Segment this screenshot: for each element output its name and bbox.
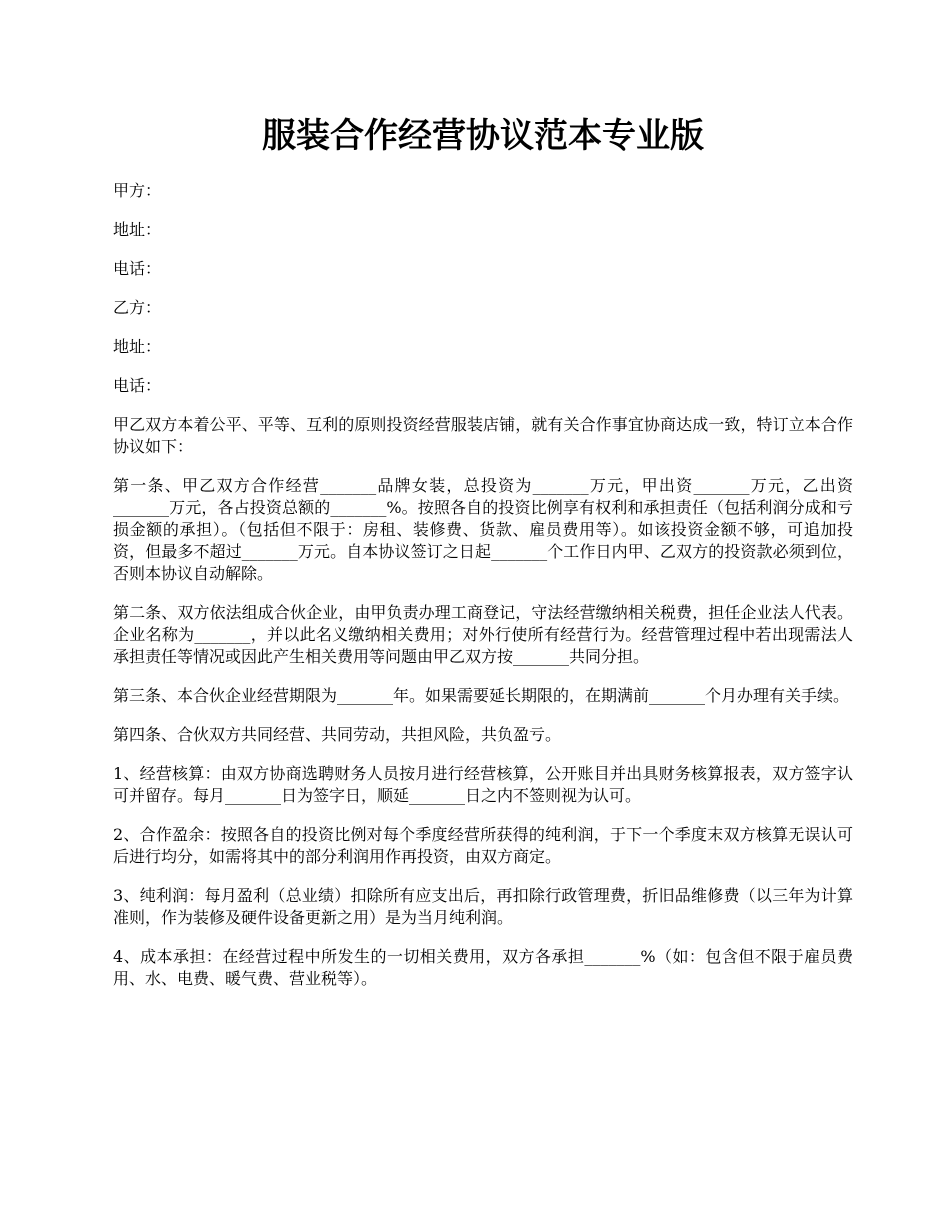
article-1-paragraph: 第一条、甲乙双方合作经营_______品牌女装，总投资为_______万元，甲出资_______万元，乙出资_______万元，各占投资总额的_______%。按照各自的投资比例享有权利和承担责任（包括利润分成和亏损金额的承担）。（包括但不限于：房租、装修费、货款、雇员费用等）。如该投资金额不够，可追加投资，但最多不超过_______万元。自本协议签订之日起_______个工作日内甲、乙双方的投资款必须到位，否则本协议自动解除。 <box>113 476 853 583</box>
clause-2-surplus: 2、合作盈余：按照各自的投资比例对每个季度经营所获得的纯利润，于下一个季度末双方核算无误认可后进行均分，如需将其中的部分利润用作再投资，由双方商定。 <box>113 825 853 866</box>
clause-1-accounting: 1、经营核算：由双方协商选聘财务人员按月进行经营核算，公开账目并出具财务核算报表，双方签字认可并留存。每月_______日为签字日，顺延_______日之内不签则视为认可。 <box>113 764 853 805</box>
clause-4-cost-sharing: 4、成本承担：在经营过程中所发生的一切相关费用，双方各承担_______%（如：包含但不限于雇员费用、水、电费、暖气费、营业税等）。 <box>113 947 853 988</box>
party-a-label: 甲方： <box>113 181 162 200</box>
document-page <box>113 112 853 1007</box>
party-b-label: 乙方： <box>113 298 162 317</box>
agreement-body <box>113 414 853 990</box>
article-4-paragraph: 第四条、合伙双方共同经营、共同劳动，共担风险，共负盈亏。 <box>113 725 562 744</box>
article-3-paragraph: 第三条、本合伙企业经营期限为_______年。如果需要延长期限的，在期满前_______个月办理有关手续。 <box>113 686 850 705</box>
document-title: 服装合作经营协议范本专业版 <box>262 116 704 156</box>
party-a-phone-label: 电话： <box>113 259 162 278</box>
party-a-address-label: 地址： <box>113 220 162 239</box>
party-info-section <box>113 180 853 397</box>
clause-3-net-profit: 3、纯利润：每月盈利（总业绩）扣除所有应支出后，再扣除行政管理费，折旧品维修费（以三年为计算准则，作为装修及硬件设备更新之用）是为当月纯利润。 <box>113 886 853 927</box>
article-2-paragraph: 第二条、双方依法组成合伙企业，由甲负责办理工商登记，守法经营缴纳相关税费，担任企业法人代表。企业名称为_______，并以此名义缴纳相关费用；对外行使所有经营行为。经营管理过程中若出现需法人承担责任等情况或因此产生相关费用等问题由甲乙双方按_______共同分担。 <box>113 603 853 666</box>
party-b-phone-label: 电话： <box>113 376 162 395</box>
party-b-address-label: 地址： <box>113 337 162 356</box>
intro-paragraph: 甲乙双方本着公平、平等、互利的原则投资经营服装店铺，就有关合作事宜协商达成一致，特订立本合作协议如下： <box>113 415 853 456</box>
